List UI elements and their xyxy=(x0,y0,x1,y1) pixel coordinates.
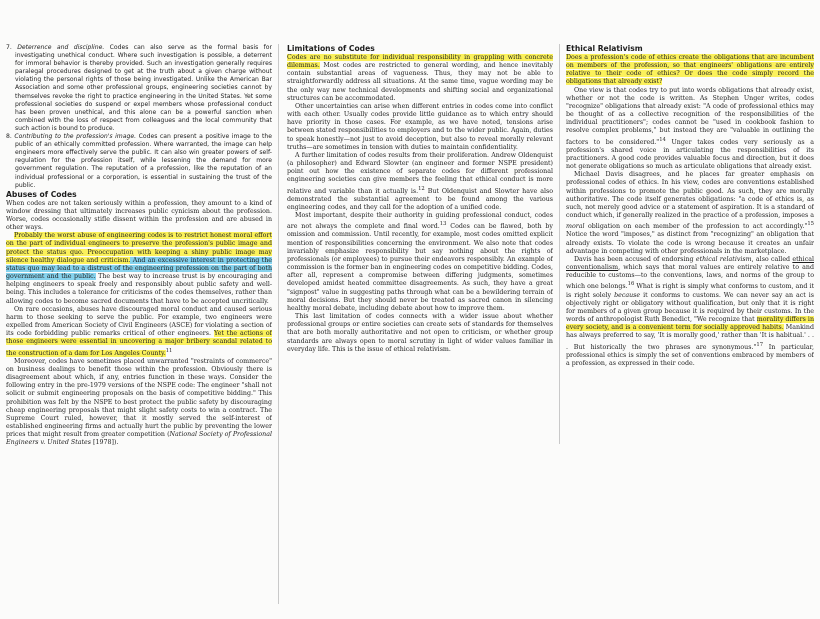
paragraph: When codes are not taken seriously within a profession, they amount to a kind of window dressing that ultimately increases public cynicism about the profession. Worse, codes occasionally stifle dissent within the profession and are abused in other ways. xyxy=(6,199,272,232)
paragraph-text: The best way to increase trust is by encouraging and helping engineers to speak freely and responsibly about public safety and well-being. This includes a tolerance for criticisms of the codes themselves, rather than allowing codes to become sacred documents that have to be accepted uncritically. xyxy=(6,273,272,305)
emphasis: ethical relativism xyxy=(695,255,752,263)
list-item xyxy=(6,44,272,133)
paragraph-text: Notice the word "imposes," as distinct from "recognizing" an obligation that already exists. To violate the code is wrong because it creates an unfair advantage in competing with other professionals in the marketplace. xyxy=(566,231,814,255)
paragraph-text: But Oldenquist and Slowter have also demonstrated the substantial agreement to be found among the various engineering codes, and they call for the adoption of a unified code. xyxy=(287,187,553,211)
case-citation: National Society of Professional Engineers v. United States xyxy=(6,431,272,447)
paragraph-text: What is right is simply what conforms to custom, and it is right solely xyxy=(566,283,814,299)
paragraph-text: [1978]). xyxy=(91,439,119,447)
paragraph xyxy=(287,152,553,212)
right-column xyxy=(566,44,814,392)
middle-column xyxy=(287,44,553,472)
paragraph-text: Most important, despite their authority in guiding professional conduct, codes are not always the complete and final word. xyxy=(287,212,553,231)
paragraph xyxy=(287,54,553,103)
footnote-marker: 14 xyxy=(659,136,666,143)
paragraph xyxy=(566,256,814,368)
column-divider xyxy=(559,44,560,444)
item-title: Contributing to the profession's image. xyxy=(14,133,137,141)
paragraph-text: , which says that moral values are entirely relative to and reducible to customs—to the conventions, laws, and norms of the group to which one belongs. xyxy=(566,264,814,291)
left-column xyxy=(6,44,272,616)
item-text: Codes can also serve as the formal basis for investigating unethical conduct. Where such investigation is possible, a deterrent for immoral behavior is thereby provided. Such an investigation generally requires paralegal procedures designed to get at the truth about a given charge without violating the personal rights of those being investigated. Unlike the American Bar Association and some other professional groups, engineering societies cannot by themselves revoke the right to practice engineering in the United States. Yet some professional societies do suspend or expel members whose professional conduct has been proven unethical, and this alone can be a powerful sanction when combined with the loss of respect from colleagues and the local community that such action is bound to produce. xyxy=(15,44,272,132)
paragraph-text: One view is that codes try to put into words obligations that already exist, whether or not the code is written. As Stephen Unger writes, codes "recognize" obligations that already exist: "A code of professional ethics may be thought of as a collective recognition of the responsibilities of the individual practitioners"; codes cannot be "used in cookbook fashion to resolve complex problems," but instead they are "valuable in outlining the factors to be considered." xyxy=(566,86,814,146)
emphasis: moral xyxy=(566,223,585,231)
highlighted-text: Codes are no substitute for individual responsibility in grappling with concrete dilemmas. xyxy=(287,54,553,70)
paragraph-text: Codes can be flawed, both by omission and commission. Until recently, for example, most codes omitted explicit mention of responsibilities concerning the environment. We also note that codes invariably emphasize responsibility but say nothing about the rights of professionals (or employees) to pursue their endeavors responsibly. An example of commission is the former ban in engineering codes on competitive bidding. Codes, after all, represent a compromise between differing judgments, sometimes developed amidst heated committee disagreements. As such, they have a great "signpost" value in suggesting paths through what can be a bewildering terrain of moral decisions. But they should never be treated as sacred canon in silencing healthy moral debate, including debate about how to improve them. xyxy=(287,223,553,312)
emphasis: because xyxy=(614,291,641,299)
numbered-list xyxy=(6,44,272,190)
underlined-term: ethical conventionalism xyxy=(566,255,814,272)
paragraph-text: obligation on each member of the profession to act accordingly." xyxy=(584,223,808,231)
highlighted-text-blue: And an excessive interest in protecting the status quo may lead to a distrust of the engineering profession on the part of both government and the public. xyxy=(6,256,272,281)
paragraph xyxy=(566,171,814,256)
highlighted-text: Yet the actions of those engineers were essential in uncovering a major bribery scandal related to the construction of a dam for Los Angeles County. xyxy=(6,330,272,357)
paragraph xyxy=(287,212,553,313)
paragraph-text: it conforms to customs. We can never say an act is objectively right or obligatory without qualification, but only that it is right for members of a given group because it is required by their customs. In the words of anthropologist Ruth Benedict, "We recognize that xyxy=(566,291,814,324)
item-number: 8. xyxy=(6,133,12,141)
paragraph xyxy=(566,87,814,172)
paragraph-text: In particular, professional ethics is simply the set of conventions embraced by members of a profession, as expressed in their code. xyxy=(566,343,814,367)
paragraph xyxy=(6,306,272,358)
paragraph-text: Unger takes codes very seriously as a profession's shared voice in articulating the responsibilities of its practitioners. A good code provides valuable focus and direction, but it does not generate obligations so much as articulate obligations that already exist. xyxy=(566,138,814,171)
paragraph-text: Moreover, codes have sometimes placed unwarranted "restraints of commerce" on business dealings to benefit those within the profession. Obviously there is disagreement about which, if any, entries function in these ways. Consider the following entry in the pre-1979 versions of the NSPE code: The engineer "shall not solicit or submit engineering proposals on the basis of competitive bidding." This prohibition was felt by the NSPE to best protect the public safety by discouraging cheap engineering proposals that might slight safety costs to win a contract. The Supreme Court ruled, however, that it mostly served the self-interest of established engineering firms and actually hurt the public by preventing the lower prices that might result from greater competition ( xyxy=(6,357,272,439)
footnote-marker: 16 xyxy=(627,281,635,288)
highlighted-text: Does a profession's code of ethics create the obligations that are incumbent on members of the profession, so that engineers' obligations are entirely relative to their code of ethics? Or does the code simply record the obligations that already exist? xyxy=(566,54,814,86)
footnote-marker: 17 xyxy=(756,341,764,348)
paragraph: Other uncertainties can arise when different entries in codes come into conflict with each other. Usually codes provide little guidance as to which entry should have priority in those cases. For example, as we have noted, tensions arise between stated responsibilities to employers and to the wider public. Again, duties to speak honestly—not just to avoid deception, but also to reveal morally relevant truths—are sometimes in tension with duties to maintain confidentiality. xyxy=(287,102,553,151)
paragraph-text: On rare occasions, abuses have discouraged moral conduct and caused serious harm to those seeking to serve the public. For example, two engineers were expelled from American Society of Civil Engineers (ASCE) for violating a section of its code forbidding public remarks critical of other engineers. xyxy=(6,305,272,338)
footnote-marker: 12 xyxy=(418,185,425,192)
section-heading-abuses: Abuses of Codes xyxy=(6,189,77,199)
paragraph: This last limitation of codes connects with a wider issue about whether professional groups or entire societies can create sets of standards for themselves that are both morally authoritative and not open to criticism, or whether group standards are always open to moral scrutiny in light of wider values familiar in everyday life. This is the issue of ethical relativism. xyxy=(287,313,553,353)
list-item xyxy=(6,133,272,190)
paragraph xyxy=(6,358,272,448)
item-number: 7. xyxy=(6,44,12,51)
paragraph-text: Davis has been accused of endorsing xyxy=(574,255,696,263)
paragraph-text: , also called xyxy=(751,255,793,263)
paragraph-text: A further limitation of codes results from their proliferation. Andrew Oldenquist (a philosopher) and Edward Slowter (an engineer and former NSPE president) point out how the existence of separate codes for different professional engineering societies can give members the feeling that ethical conduct is more relative and variable than it actually is. xyxy=(287,151,553,195)
section-heading-relativism: Ethical Relativism xyxy=(566,44,643,53)
paragraph xyxy=(566,54,814,87)
paragraph-text: Most codes are restricted to general wording, and hence inevitably contain substantial areas of vagueness. Thus, they may not be able to straightforwardly address all situations. At the same time, vague wording may be the only way new technical developments and shifting social and organizational structures can be accommodated. xyxy=(287,62,553,102)
footnote-marker: 15 xyxy=(807,221,814,228)
footnote-marker: 13 xyxy=(439,221,447,228)
paragraph-text: Michael Davis disagrees, and he places far greater emphasis on professional codes of ethics. In his view, codes are conventions established within professions to promote the public good. As such, they are morally authoritative. The code itself generates obligations: "a code of ethics is, as such, not merely good advice or a statement of aspiration. It is a standard of conduct which, if generally realized in the practice of a profession, imposes a xyxy=(566,171,814,220)
item-text: Codes can present a positive image to the public of an ethically committed profession. Where warranted, the image can help engineers more effectively serve the public. It can also win greater powers of self-regulation for the profession itself, while lessening the demand for more government regulation. The reputation of a profession, like the reputation of an individual professional or a corporation, is essential in sustaining the trust of the public. xyxy=(15,133,272,189)
item-title: Deterrence and discipline. xyxy=(17,44,105,51)
column-divider xyxy=(278,44,279,604)
paragraph-text: Mankind has always preferred to say, 'It is morally good,' rather than 'It is habitual.' . . . But historically the two phrases are synonymous." xyxy=(566,324,814,351)
paragraph xyxy=(6,232,272,305)
highlighted-text: Probably the worst abuse of engineering codes is to restrict honest moral effort on the part of individual engineers to preserve the profession's public image and protect the status quo. Preoccupation with keeping a shiny public image may silence healthy dialogue and criticism. xyxy=(6,232,272,264)
footnote-marker: 11 xyxy=(165,347,173,354)
section-heading-limitations: Limitations of Codes xyxy=(287,44,375,53)
highlighted-text: morality differs in every society, and is a convenient term for socially approved habits. xyxy=(566,316,814,332)
